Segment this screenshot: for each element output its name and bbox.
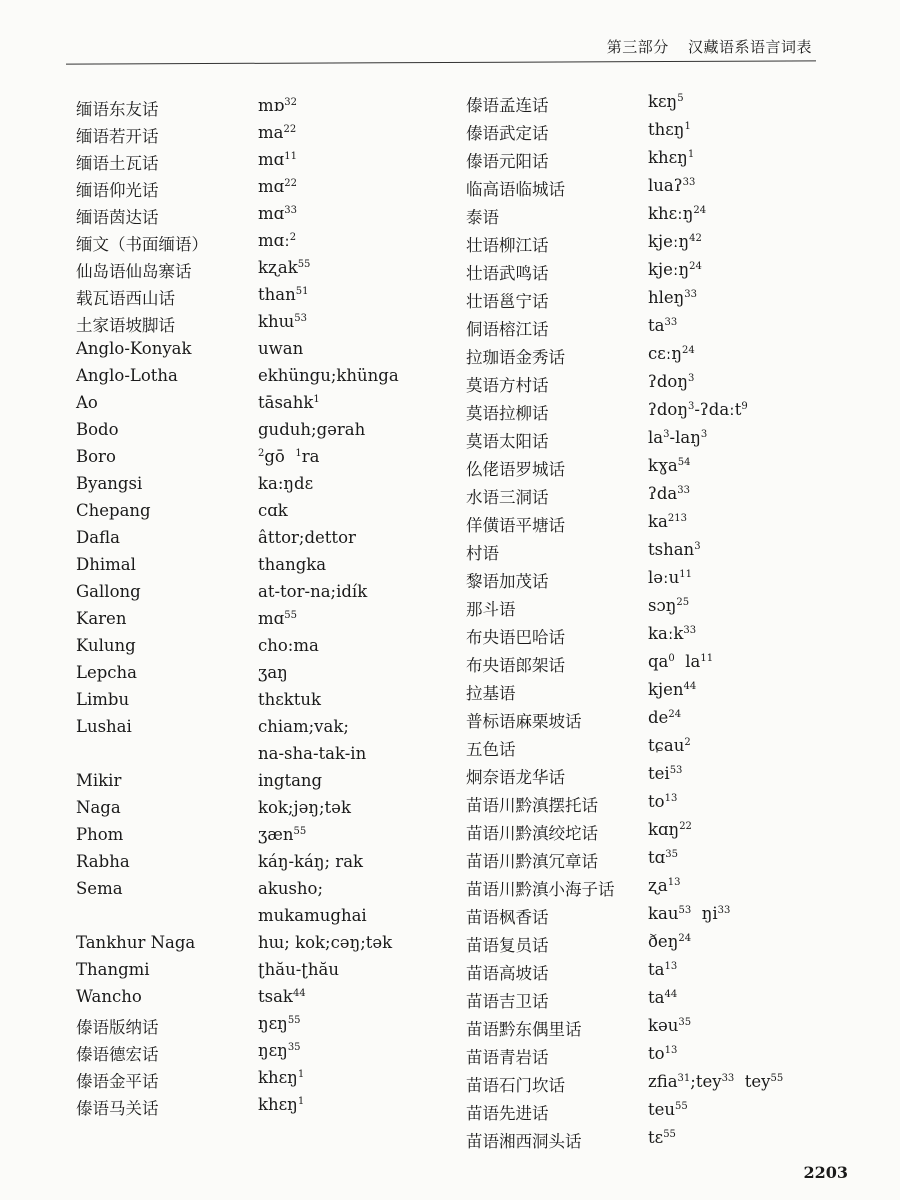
vocab-entry: [76, 285, 399, 312]
vocab-entry: [466, 148, 783, 176]
vocab-entry: [466, 596, 783, 624]
entry-language: Naga: [76, 798, 121, 817]
vocab-entry: [76, 447, 399, 474]
entry-language: 苗语湘西洞头话: [466, 1132, 582, 1151]
entry-language: 苗语川黔滇冗章话: [466, 852, 598, 871]
entry-language: Bodo: [76, 420, 119, 439]
entry-form: $^2$gō $^1$ra: [258, 447, 320, 466]
entry-form: $ka^{213}$: [648, 512, 687, 531]
entry-language: 那斗语: [466, 600, 516, 619]
entry-form: ʔdoŋ$^3$-ʔdaːt$^9$: [648, 400, 748, 419]
entry-form: $la^3-laŋ^3$: [648, 428, 708, 447]
entry-form: ŋɛŋ$^{55}$: [258, 1014, 301, 1033]
entry-form: cɑk: [258, 501, 288, 520]
entry-language: 傣语武定话: [466, 124, 549, 143]
entry-language: 苗语复员话: [466, 936, 549, 955]
vocab-entry: [76, 204, 399, 231]
vocab-entry: [466, 624, 783, 652]
entry-language: 佯僙语平塘话: [466, 516, 565, 535]
entry-form: ekhüngu;khünga: [258, 366, 399, 385]
entry-form: âttor;dettor: [258, 528, 356, 547]
entry-form: mɑ$^{33}$: [258, 204, 297, 223]
entry-language: Boro: [76, 447, 116, 466]
entry-form: tɑ$^{35}$: [648, 848, 678, 867]
vocab-entry: [76, 1095, 399, 1122]
entry-language: 苗语黔东偶里话: [466, 1020, 582, 1039]
entry-form: mɒ$^{32}$: [258, 96, 297, 115]
entry-language: 傣语孟连话: [466, 96, 549, 115]
entry-language: 壮语柳江话: [466, 236, 549, 255]
entry-form: akusho;: [258, 879, 324, 898]
entry-language: 苗语吉卫话: [466, 992, 549, 1011]
vocab-entry: [76, 636, 399, 663]
entry-language: 壮语邕宁话: [466, 292, 549, 311]
entry-language: 缅语东友话: [76, 100, 159, 119]
vocab-entry: [76, 690, 399, 717]
vocab-entry: [466, 1128, 783, 1156]
entry-language: Chepang: [76, 501, 151, 520]
vocab-entry: [466, 1044, 783, 1072]
vocab-entry: [76, 798, 399, 825]
entry-form: chiam;vak;: [258, 717, 349, 736]
entry-language: Thangmi: [76, 960, 150, 979]
entry-language: 布央语巴哈话: [466, 628, 565, 647]
entry-form: ŋɛŋ$^{35}$: [258, 1041, 301, 1060]
vocab-entry: [466, 848, 783, 876]
vocab-entry: [466, 288, 783, 316]
entry-form: $ta^{44}$: [648, 988, 678, 1007]
entry-form: hleŋ$^{33}$: [648, 288, 698, 307]
entry-form: kaːk$^{33}$: [648, 624, 697, 643]
entry-form: ingtang: [258, 771, 323, 790]
entry-language: 缅语茵达话: [76, 208, 159, 227]
entry-form: teu$^{55}$: [648, 1100, 688, 1119]
header-title: 汉藏语系语言词表: [687, 38, 812, 56]
vocab-entry: [466, 792, 783, 820]
entry-form: ʔdoŋ$^3$: [648, 372, 695, 391]
entry-language: 苗语枫香话: [466, 908, 549, 927]
entry-form: cho:ma: [258, 636, 319, 655]
vocab-entry: [76, 717, 399, 744]
entry-form: ʈhău-ʈhău: [258, 960, 340, 979]
entry-language: Gallong: [76, 582, 141, 601]
entry-form: $to^{13}$: [648, 1044, 678, 1063]
entry-form: $ma^{22}$: [258, 123, 297, 142]
vocab-entry: [76, 258, 399, 285]
vocab-entry: [76, 744, 399, 771]
vocab-entry: [76, 609, 399, 636]
entry-form: kok;jəŋ;tək: [258, 798, 351, 817]
vocab-entry: [466, 988, 783, 1016]
vocab-entry: [76, 528, 399, 555]
entry-form: kɑŋ$^{22}$: [648, 820, 692, 839]
entry-language: Tankhur Naga: [76, 933, 196, 952]
entry-language: 布央语郎架话: [466, 656, 565, 675]
vocab-entry: [466, 708, 783, 736]
entry-form: thɛŋ$^1$: [648, 120, 691, 139]
entry-language: Anglo-Lotha: [76, 366, 178, 385]
entry-form: tsak$^{44}$: [258, 987, 306, 1006]
entry-language: 傣语德宏话: [76, 1045, 159, 1064]
entry-form: $de^{24}$: [648, 708, 682, 727]
entry-form: hɯ; kok;cəŋ;tək: [258, 933, 393, 952]
entry-language: 缅语土瓦话: [76, 154, 159, 173]
entry-form: ʒaŋ: [258, 663, 288, 682]
entry-form: mɑː$^2$: [258, 231, 297, 250]
vocab-entry: [466, 260, 783, 288]
entry-form: khɛŋ$^1$: [258, 1095, 305, 1114]
entry-language: Rabha: [76, 852, 130, 871]
entry-form: khɯ$^{53}$: [258, 312, 308, 331]
entry-language: Lepcha: [76, 663, 137, 682]
entry-form: $to^{13}$: [648, 792, 678, 811]
entry-form: káŋ-káŋ; rak: [258, 852, 364, 871]
entry-language: 苗语川黔滇摆托话: [466, 796, 598, 815]
entry-form: kʐak$^{55}$: [258, 258, 311, 277]
entry-form: mɑ$^{22}$: [258, 177, 297, 196]
running-header: [607, 36, 812, 57]
vocab-entry: [76, 1068, 399, 1095]
entry-form: kjeːŋ$^{24}$: [648, 260, 702, 279]
entry-language: Lushai: [76, 717, 132, 736]
entry-language: Wancho: [76, 987, 142, 1006]
vocab-entry: [76, 393, 399, 420]
vocab-entry: [466, 540, 783, 568]
entry-form: than$^{51}$: [258, 285, 309, 304]
entry-language: Dafla: [76, 528, 120, 547]
vocab-entry: [76, 1014, 399, 1041]
vocab-entry: [76, 879, 399, 906]
entry-form: na-sha-tak-in: [258, 744, 367, 763]
entry-form: tāsahk$^1$: [258, 393, 320, 412]
entry-form: mɑ$^{55}$: [258, 609, 297, 628]
vocab-entry: [466, 400, 783, 428]
entry-language: 苗语川黔滇绞坨话: [466, 824, 598, 843]
entry-form: tɛ$^{55}$: [648, 1128, 676, 1147]
entry-language: Limbu: [76, 690, 130, 709]
vocab-entry: [466, 120, 783, 148]
entry-language: 拉珈语金秀话: [466, 348, 565, 367]
entry-language: 莫语拉柳话: [466, 404, 549, 423]
vocab-entry: [76, 177, 399, 204]
entry-language: 黎语加茂话: [466, 572, 549, 591]
vocab-entry: [466, 680, 783, 708]
vocab-entry: [466, 1100, 783, 1128]
entry-language: 莫语方村话: [466, 376, 549, 395]
entry-language: 泰语: [466, 208, 499, 227]
vocab-entry: [466, 176, 783, 204]
entry-form: thangka: [258, 555, 327, 574]
entry-language: 水语三洞话: [466, 488, 549, 507]
vocab-entry: [466, 820, 783, 848]
vocab-entry: [76, 339, 399, 366]
vocab-entry: [76, 231, 399, 258]
vocab-entry: [76, 852, 399, 879]
entry-form: $qa^0$ $la^{11}$: [648, 652, 714, 671]
entry-language: 缅语若开话: [76, 127, 159, 146]
entry-language: 五色话: [466, 740, 516, 759]
vocab-entry: [466, 568, 783, 596]
entry-language: 傣语马关话: [76, 1099, 159, 1118]
vocab-entry: [76, 501, 399, 528]
vocab-entry: [466, 232, 783, 260]
vocab-entry: [76, 312, 399, 339]
entry-language: 侗语榕江话: [466, 320, 549, 339]
vocab-entry: [76, 366, 399, 393]
entry-language: Karen: [76, 609, 127, 628]
vocab-entry: [466, 652, 783, 680]
entry-form: khɛŋ$^1$: [258, 1068, 305, 1087]
entry-language: 壮语武鸣话: [466, 264, 549, 283]
vocab-entry: [466, 204, 783, 232]
vocab-entry: [76, 150, 399, 177]
entry-language: 苗语石门坎话: [466, 1076, 565, 1095]
entry-form: thɛktuk: [258, 690, 322, 709]
entry-form: sɔŋ$^{25}$: [648, 596, 690, 615]
entry-form: kau$^{53}$ $ŋi^{33}$: [648, 904, 731, 923]
vocab-entry: [76, 582, 399, 609]
entry-language: Sema: [76, 879, 123, 898]
vocab-entry: [76, 123, 399, 150]
entry-form: $ta^{13}$: [648, 960, 678, 979]
entry-language: 傣语版纳话: [76, 1018, 159, 1037]
vocab-entry: [76, 474, 399, 501]
vocab-entry: [466, 736, 783, 764]
entry-language: 土家语坡脚话: [76, 316, 175, 335]
entry-language: Ao: [76, 393, 98, 412]
entry-form: tɕau$^2$: [648, 736, 691, 755]
vocab-entry: [466, 960, 783, 988]
entry-language: Mikir: [76, 771, 122, 790]
vocab-entry: [466, 428, 783, 456]
entry-language: 苗语川黔滇小海子话: [466, 880, 615, 899]
entry-form: at-tor-na;idík: [258, 582, 368, 601]
entry-language: 苗语先进话: [466, 1104, 549, 1123]
entry-form: ʒæn$^{55}$: [258, 825, 307, 844]
entry-form: mɑ$^{11}$: [258, 150, 297, 169]
entry-language: 仫佬语罗城话: [466, 460, 565, 479]
entry-language: 傣语元阳话: [466, 152, 549, 171]
vocab-entry: [76, 555, 399, 582]
entry-language: 载瓦语西山话: [76, 289, 175, 308]
vocab-entry: [466, 1016, 783, 1044]
vocab-entry: [466, 904, 783, 932]
page-number: 2203: [803, 1163, 848, 1182]
entry-form: $ta^{33}$: [648, 316, 678, 335]
entry-form: cɛːŋ$^{24}$: [648, 344, 695, 363]
entry-form: khɛːŋ$^{24}$: [648, 204, 707, 223]
left-column: [76, 96, 399, 1122]
vocab-entry: [76, 771, 399, 798]
entry-language: Phom: [76, 825, 124, 844]
entry-form: ʐa$^{13}$: [648, 876, 681, 895]
entry-form: mukamughai: [258, 906, 367, 925]
entry-form: tei$^{53}$: [648, 764, 683, 783]
vocab-entry: [76, 933, 399, 960]
entry-language: Dhimal: [76, 555, 136, 574]
vocab-entry: [76, 906, 399, 933]
entry-language: Byangsi: [76, 474, 143, 493]
entry-form: guduh;gərah: [258, 420, 366, 439]
entry-form: kɣa$^{54}$: [648, 456, 691, 475]
entry-form: ðeŋ$^{24}$: [648, 932, 692, 951]
vocab-entry: [466, 1072, 783, 1100]
entry-form: khɛŋ$^1$: [648, 148, 695, 167]
header-rule: [66, 60, 816, 64]
vocab-entry: [466, 764, 783, 792]
entry-language: 炯奈语龙华话: [466, 768, 565, 787]
entry-language: 傣语金平话: [76, 1072, 159, 1091]
vocab-entry: [466, 932, 783, 960]
entry-language: 普标语麻栗坡话: [466, 712, 582, 731]
vocab-entry: [76, 1041, 399, 1068]
vocab-entry: [466, 876, 783, 904]
vocab-entry: [466, 316, 783, 344]
entry-language: 苗语青岩话: [466, 1048, 549, 1067]
entry-form: kəu$^{35}$: [648, 1016, 692, 1035]
vocab-entry: [76, 960, 399, 987]
entry-form: ʔda$^{33}$: [648, 484, 690, 503]
entry-form: ləːu$^{11}$: [648, 568, 692, 587]
vocab-entry: [466, 92, 783, 120]
entry-form: luaʔ$^{33}$: [648, 176, 696, 195]
entry-language: 村语: [466, 544, 499, 563]
vocab-entry: [76, 420, 399, 447]
vocab-entry: [76, 663, 399, 690]
vocab-entry: [466, 484, 783, 512]
vocab-entry: [466, 512, 783, 540]
entry-form: kjeːŋ$^{42}$: [648, 232, 702, 251]
vocab-entry: [466, 344, 783, 372]
vocab-entry: [76, 825, 399, 852]
entry-language: 缅语仰光话: [76, 181, 159, 200]
entry-language: 临高语临城话: [466, 180, 565, 199]
vocab-entry: [76, 96, 399, 123]
vocab-entry: [466, 456, 783, 484]
entry-language: 拉基语: [466, 684, 516, 703]
entry-form: zfia$^{31}$;tey$^{33}$ tey$^{55}$: [648, 1072, 784, 1091]
entry-form: tshan$^3$: [648, 540, 701, 559]
vocab-entry: [76, 987, 399, 1014]
entry-language: 苗语高坡话: [466, 964, 549, 983]
entry-language: 仙岛语仙岛寨话: [76, 262, 192, 281]
entry-form: kɛŋ$^5$: [648, 92, 684, 111]
entry-language: Anglo-Konyak: [76, 339, 192, 358]
entry-form: kjen$^{44}$: [648, 680, 697, 699]
right-column: [466, 92, 783, 1156]
entry-language: 莫语太阳话: [466, 432, 549, 451]
entry-language: Kulung: [76, 636, 136, 655]
entry-form: uwan: [258, 339, 304, 358]
entry-form: ka:ŋdɛ: [258, 474, 314, 493]
vocab-entry: [466, 372, 783, 400]
entry-language: 缅文（书面缅语）: [76, 235, 208, 254]
header-part: 第三部分: [606, 38, 669, 56]
